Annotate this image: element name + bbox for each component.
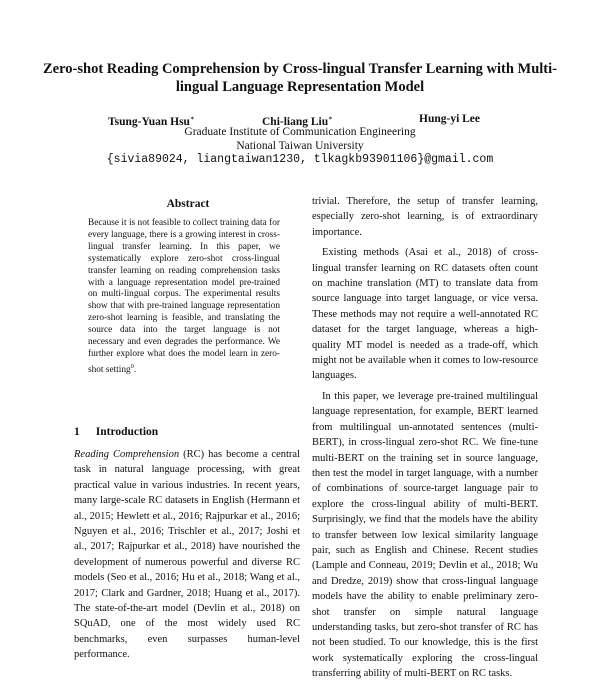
affiliation-block (0, 125, 600, 167)
section-number: 1 (74, 426, 80, 438)
author-name: Tsung-Yuan Hsu (108, 115, 190, 128)
author-name: Chi-liang Liu (262, 115, 329, 128)
paper-title: Zero-shot Reading Comprehension by Cross-lingual Transfer Learning with Multi-lingual Language Representation Model (43, 61, 557, 95)
affiliation-university: National Taiwan University (236, 140, 364, 152)
intro-paragraph (74, 447, 300, 663)
author-emails: {sivia89024, liangtaiwan1230, tlkagkb93901106}@gmail.com (106, 153, 494, 166)
paragraph-continued: trivial. Therefore, the setup of transfer learning, especially zero-shot learning, is of extraordinary importance. (312, 196, 538, 238)
abstract-heading: Abstract (166, 198, 210, 210)
abstract-end: . (133, 364, 137, 375)
intro-paragraph-text: (RC) has become a central task in natural language processing, with great practical value in various industries. In recent years, many large-scale RC datasets in English (Hermann et al., 2015; Hewlett et al., 2016; Rajpurkar et al., 2016; Nguyen et al., 2016; Trischler et al., 2017; Joshi et al., 2017; Rajpurkar et al., 2018) have nourished the development of numerous powerful and diverse RC models (Seo et al., 2016; Hu et al., 2018; Wang et al., 2017; Clark and Gardner, 2018; Huang et al., 2017). The state-of-the-art model (Devlin et al., 2018) on SQuAD, one of the most widely used RC benchmarks, even surpasses human-level performance. (74, 449, 300, 661)
abstract-text: Because it is not feasible to collect training data for every language, there is a growing interest in cross-lingual transfer learning. In this paper, we systematically explore zero-shot cross-lingual transfer learning on reading comprehension tasks with a language representation model pre-trained on multi-lingual corpus. The experimental results show that with pre-trained language representation zero-shot learning is feasible, and translating the source data into the target language is not necessary and even degrades the performance. We further explore what does the model learn in zero-shot setting (88, 218, 280, 375)
author-3 (419, 112, 480, 126)
equal-contribution-mark: ∗ (328, 115, 333, 122)
paragraph-existing-methods: Existing methods (Asai et al., 2018) of cross-lingual transfer learning on RC datasets often count on machine translation (MT) to translate data from source language into target language, or vice versa. These methods may not require a well-annotated RC dataset for the target language, whereas a high-quality MT model is needed as a trade-off, which might not be available when it comes to low-resource languages. (312, 247, 538, 382)
paragraph-this-paper: In this paper, we leverage pre-trained multilingual language representation, for example, BERT learned from multilingual un-annotated sentences (multi-BERT), in cross-lingual zero-shot RC. We fine-tune multi-BERT on the training set in source language, then test the model in target language, with a number of combinations of source-target language pair to explore the cross-lingual ability of multi-BERT. Surprisingly, we find that the models have the ability to transfer between low lexical similarity language pair, such as English and Chinese. Recent studies (Lample and Conneau, 2019; Devlin et al., 2018; Wu and Dredze, 2019) show that cross-lingual language models have the ability to enable preliminary zero-shot transfer on simple natural language understanding tasks, but zero-shot transfer of RC has not been studied. To our knowledge, this is the first work systematically exploring the cross-lingual transferring ability of multi-BERT on RC tasks. (312, 390, 538, 680)
equal-contribution-mark: ∗ (189, 115, 195, 122)
affiliation-institute: Graduate Institute of Communication Engineering (184, 126, 416, 138)
abstract-body (88, 218, 280, 377)
footnote-mark: 0 (130, 362, 134, 370)
section-title: Introduction (95, 426, 159, 438)
term-reading-comprehension: Reading Comprehension (74, 449, 180, 460)
left-column-body (74, 447, 300, 663)
author-list (0, 112, 600, 126)
author-name: Hung-yi Lee (419, 113, 481, 125)
right-column-body (312, 194, 538, 682)
section-heading-introduction (74, 426, 158, 438)
